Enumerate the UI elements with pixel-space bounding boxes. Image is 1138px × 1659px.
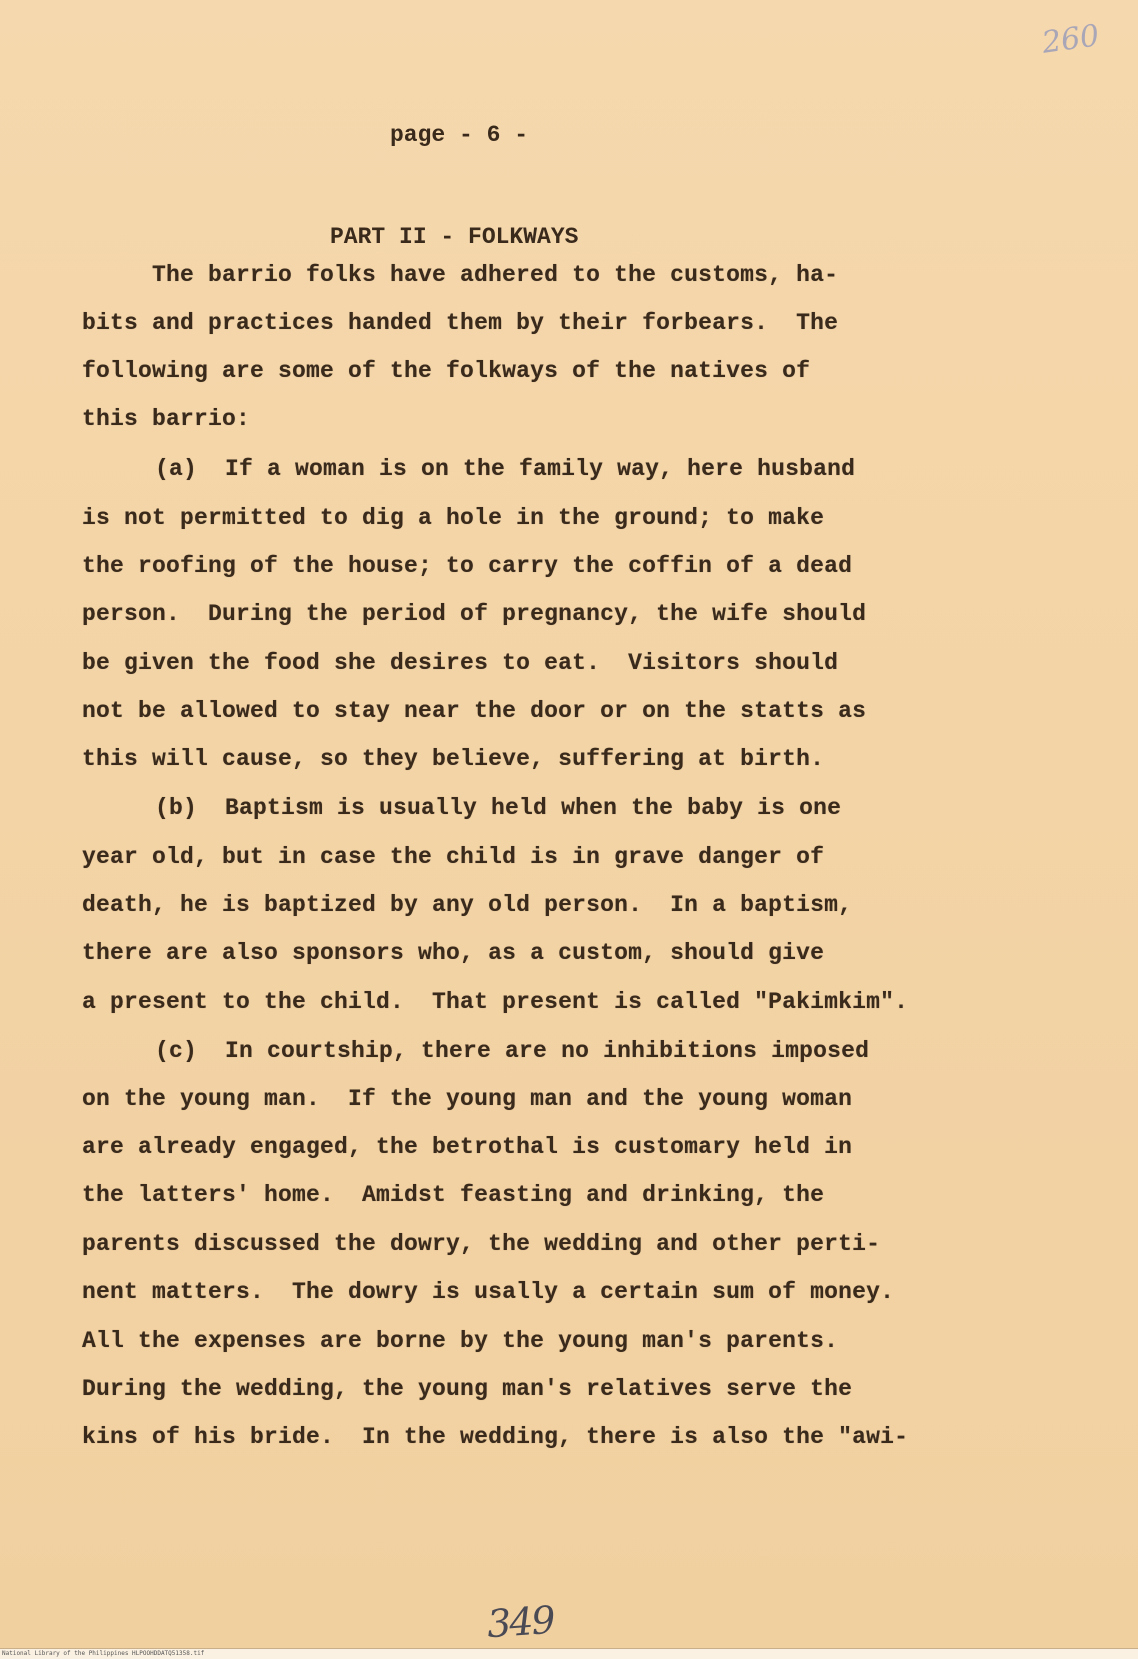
handwritten-folio-number: 349	[485, 1597, 555, 1647]
text-line: person. During the period of pregnancy, the wife should	[82, 601, 867, 627]
text-line: are already engaged, the betrothal is customary held in	[82, 1134, 853, 1160]
text-line: bits and practices handed them by their forbears. The	[82, 310, 839, 336]
text-line: the roofing of the house; to carry the coffin of a dead	[82, 553, 853, 579]
part-title: PART II - FOLKWAYS	[330, 224, 579, 250]
handwritten-page-number: 260	[1039, 18, 1102, 61]
text-line: During the wedding, the young man's relatives serve the	[82, 1376, 853, 1402]
text-line: following are some of the folkways of the natives of	[82, 358, 811, 384]
text-line: parents discussed the dowry, the wedding and other perti-	[82, 1231, 881, 1257]
text-line: the latters' home. Amidst feasting and drinking, the	[82, 1182, 825, 1208]
text-line: this will cause, so they believe, suffering at birth.	[82, 746, 825, 772]
text-line: death, he is baptized by any old person. In a baptism,	[82, 892, 853, 918]
text-line: on the young man. If the young man and the young woman	[82, 1086, 853, 1112]
text-line: All the expenses are borne by the young man's parents.	[82, 1328, 839, 1354]
text-line: not be allowed to stay near the door or on the statts as	[82, 698, 867, 724]
text-line: (b) Baptism is usually held when the baby is one	[155, 795, 842, 821]
text-line: The barrio folks have adhered to the customs, ha-	[152, 262, 839, 288]
text-line: kins of his bride. In the wedding, there is also the "awi-	[82, 1424, 909, 1450]
text-line: be given the food she desires to eat. Visitors should	[82, 650, 839, 676]
page-number: page - 6 -	[390, 122, 529, 148]
scan-footer-text: National Library of the Philippines HLPOOHDDATQ51358.tif	[2, 1650, 205, 1657]
text-line: (c) In courtship, there are no inhibitions imposed	[155, 1038, 870, 1064]
text-line: nent matters. The dowry is usally a certain sum of money.	[82, 1279, 895, 1305]
text-line: (a) If a woman is on the family way, here husband	[155, 456, 856, 482]
text-line: is not permitted to dig a hole in the ground; to make	[82, 505, 825, 531]
text-line: a present to the child. That present is called "Pakimkim".	[82, 989, 909, 1015]
text-line: this barrio:	[82, 406, 251, 432]
text-line: year old, but in case the child is in grave danger of	[82, 844, 825, 870]
text-line: there are also sponsors who, as a custom, should give	[82, 940, 825, 966]
